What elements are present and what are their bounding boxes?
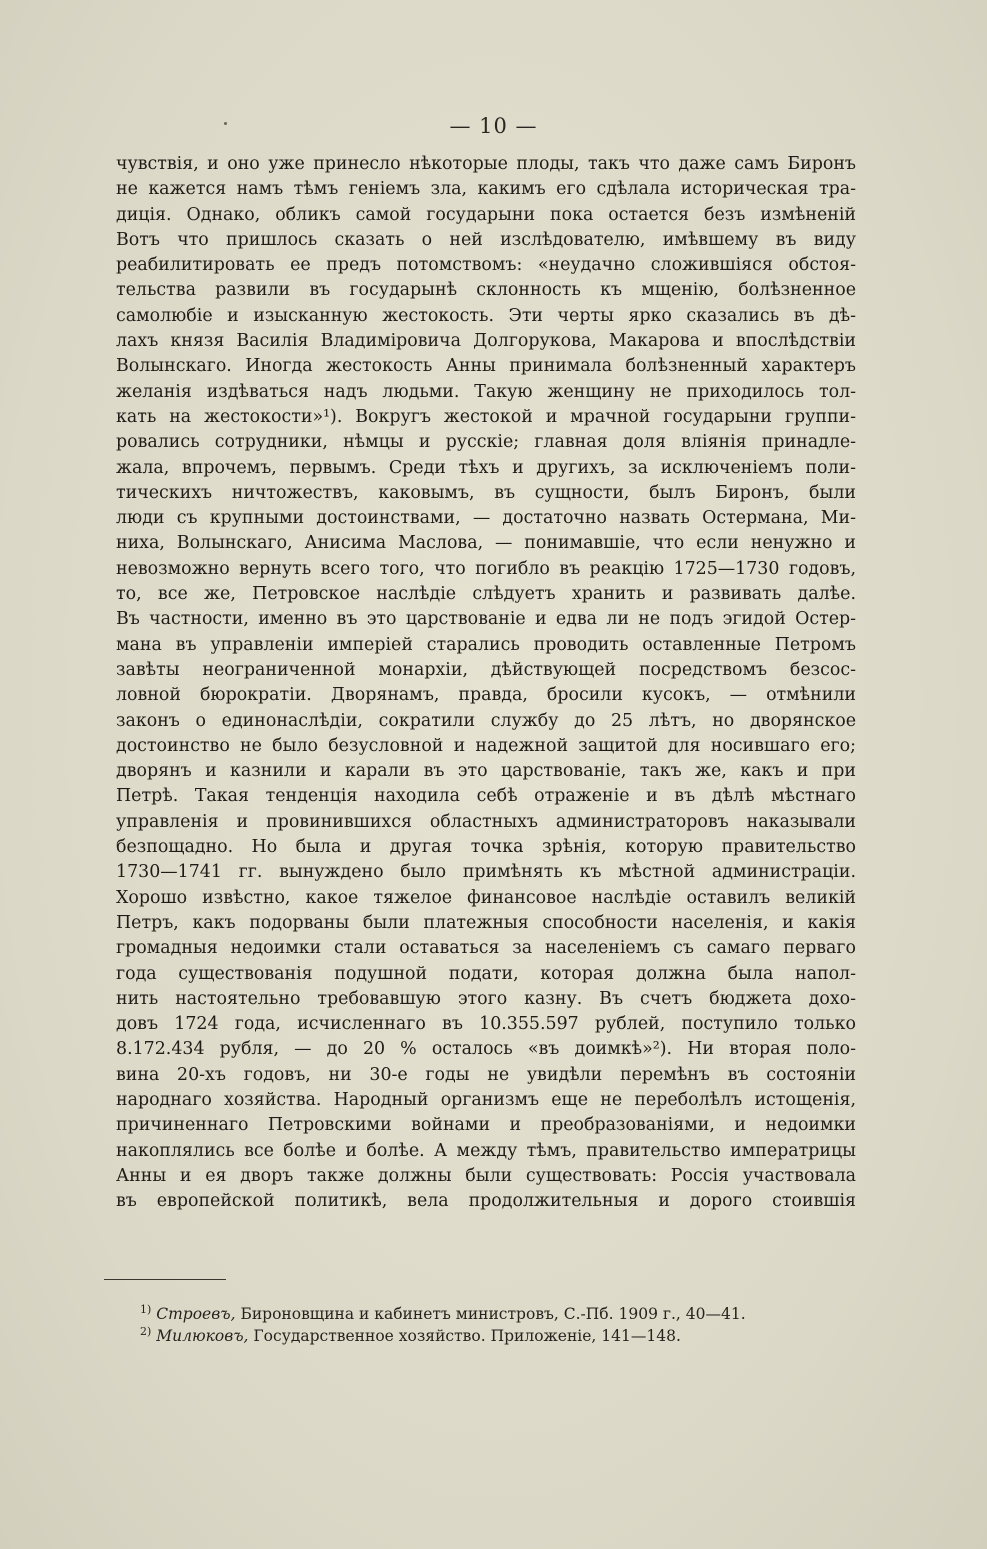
body-text [116, 152, 856, 1214]
text-line: чувствія, и оно уже принесло нѣкоторые плоды, такъ что даже самъ Биронъ [116, 154, 856, 174]
text-line: самолюбіе и изысканную жестокость. Эти черты ярко сказались въ дѣ- [116, 305, 856, 326]
text-line: громадныя недоимки стали оставаться за населеніемъ съ самаго перваго [116, 938, 856, 959]
text-line: дворянъ и казнили и карали въ это царствованіе, такъ же, какъ и при [116, 761, 856, 782]
text-line: не кажется намъ тѣмъ геніемъ зла, какимъ его сдѣлала историческая тра- [116, 179, 856, 200]
text-line: накоплялись все болѣе и болѣе. А между тѣмъ, правительство императрицы [116, 1140, 856, 1161]
text-line: тическихъ ничтожествъ, каковымъ, въ сущности, былъ Биронъ, были [116, 482, 856, 503]
text-line: диція. Однако, обликъ самой государыни пока остается безъ измѣненій [116, 204, 856, 225]
text-line: года существованія подушной подати, которая должна была напол- [116, 963, 856, 984]
text-line: Хорошо извѣстно, какое тяжелое финансовое наслѣдіе оставилъ великій [116, 887, 856, 908]
text-line: 1730—1741 гг. вынуждено было примѣнять къ мѣстной администраціи. [116, 862, 856, 883]
text-line: довъ 1724 года, исчисленнаго въ 10.355.597 рублей, поступило только [116, 1014, 856, 1035]
footnote-1 [140, 1303, 800, 1325]
text-line: нить настоятельно требовавшую этого казну. Въ счетъ бюджета дохо- [116, 988, 856, 1009]
footnote-separator [104, 1279, 226, 1280]
text-line: ловной бюрократіи. Дворянамъ, правда, бросили кусокъ, — отмѣнили [116, 685, 856, 706]
text-line: Петръ, какъ подорваны были платежныя способности населенія, и какія [116, 912, 856, 933]
text-line: то, все же, Петровское наслѣдіе слѣдуетъ хранить и развивать далѣе. [116, 584, 856, 605]
text-line: въ европейской политикѣ, вела продолжительныя и дорого стоившія [116, 1191, 856, 1212]
text-line: жала, впрочемъ, первымъ. Среди тѣхъ и другихъ, за исключеніемъ поли- [116, 457, 856, 478]
text-line: управленія и провинившихся областныхъ администраторовъ наказывали [116, 811, 856, 832]
text-line: Волынскаго. Иногда жестокость Анны принимала болѣзненный характеръ [116, 356, 856, 377]
text-line: достоинство не было безусловной и надежной защитой для носившаго его; [116, 735, 856, 756]
text-line: Анны и ея дворъ также должны были существовать: Россія участвовала [116, 1165, 856, 1186]
text-line: реабилитировать ее предъ потомствомъ: «неудачно сложившіяся обстоя- [116, 255, 856, 276]
footnote-2 [140, 1325, 800, 1347]
text-line: причиненнаго Петровскими войнами и преобразованіями, и недоимки [116, 1115, 856, 1136]
text-line: завѣты неограниченной монархіи, дѣйствующей посредствомъ безсос- [116, 659, 856, 680]
text-line: кать на жестокости»¹). Вокругъ жестокой и мрачной государыни группи- [116, 406, 856, 427]
text-line: безпощадно. Но была и другая точка зрѣнія, которую правительство [116, 837, 856, 858]
footnote-mark: 1) [140, 1302, 152, 1316]
text-line: лахъ князя Василія Владиміровича Долгорукова, Макарова и впослѣдствіи [116, 331, 856, 352]
text-line: Петрѣ. Такая тенденція находила себѣ отраженіе и въ дѣлѣ мѣстнаго [116, 786, 856, 807]
text-line: вина 20-хъ годовъ, ни 30-е годы не увидѣли перемѣнъ въ состояніи [116, 1064, 856, 1085]
text-line: 8.172.434 рубля, — до 20 % осталось «въ доимкѣ»²). Ни вторая поло- [116, 1039, 856, 1060]
text-line: ниха, Волынскаго, Анисима Маслова, — понимавшіе, что если ненужно и [116, 533, 856, 554]
text-line: невозможно вернуть всего того, что погибло въ реакцію 1725—1730 годовъ, [116, 558, 856, 579]
footnote-text: Бироновщина и кабинетъ министровъ, С.-Пб. 1909 г., 40—41. [240, 1305, 746, 1323]
footnotes [140, 1303, 800, 1347]
text-line: народнаго хозяйства. Народный организмъ еще не переболѣлъ истощенія, [116, 1089, 856, 1110]
text-line: Въ частности, именно въ это царствованіе и едва ли не подъ эгидой Остер- [116, 609, 856, 630]
text-line: ровались сотрудники, нѣмцы и русскіе; главная доля вліянія принадле- [116, 432, 856, 453]
text-line: мана въ управленіи имперіей старались проводить оставленные Петромъ [116, 634, 856, 655]
footnote-mark: 2) [140, 1324, 152, 1338]
text-line: желанія издѣваться надъ людьми. Такую женщину не приходилось тол- [116, 381, 856, 402]
text-line: тельства развили въ государынѣ склонность къ мщенію, болѣзненное [116, 280, 856, 301]
text-line: люди съ крупными достоинствами, — достаточно назвать Остермана, Ми- [116, 508, 856, 529]
footnote-author: Милюковъ, [156, 1327, 249, 1345]
text-line: законъ о единонаслѣдіи, сократили службу до 25 лѣтъ, но дворянское [116, 710, 856, 731]
footnote-text: Государственное хозяйство. Приложеніе, 141—148. [253, 1327, 681, 1345]
page-number: — 10 — [449, 114, 538, 138]
text-line: Вотъ что пришлось сказать о ней изслѣдователю, имѣвшему въ виду [116, 229, 856, 250]
footnote-author: Строевъ, [156, 1305, 236, 1323]
